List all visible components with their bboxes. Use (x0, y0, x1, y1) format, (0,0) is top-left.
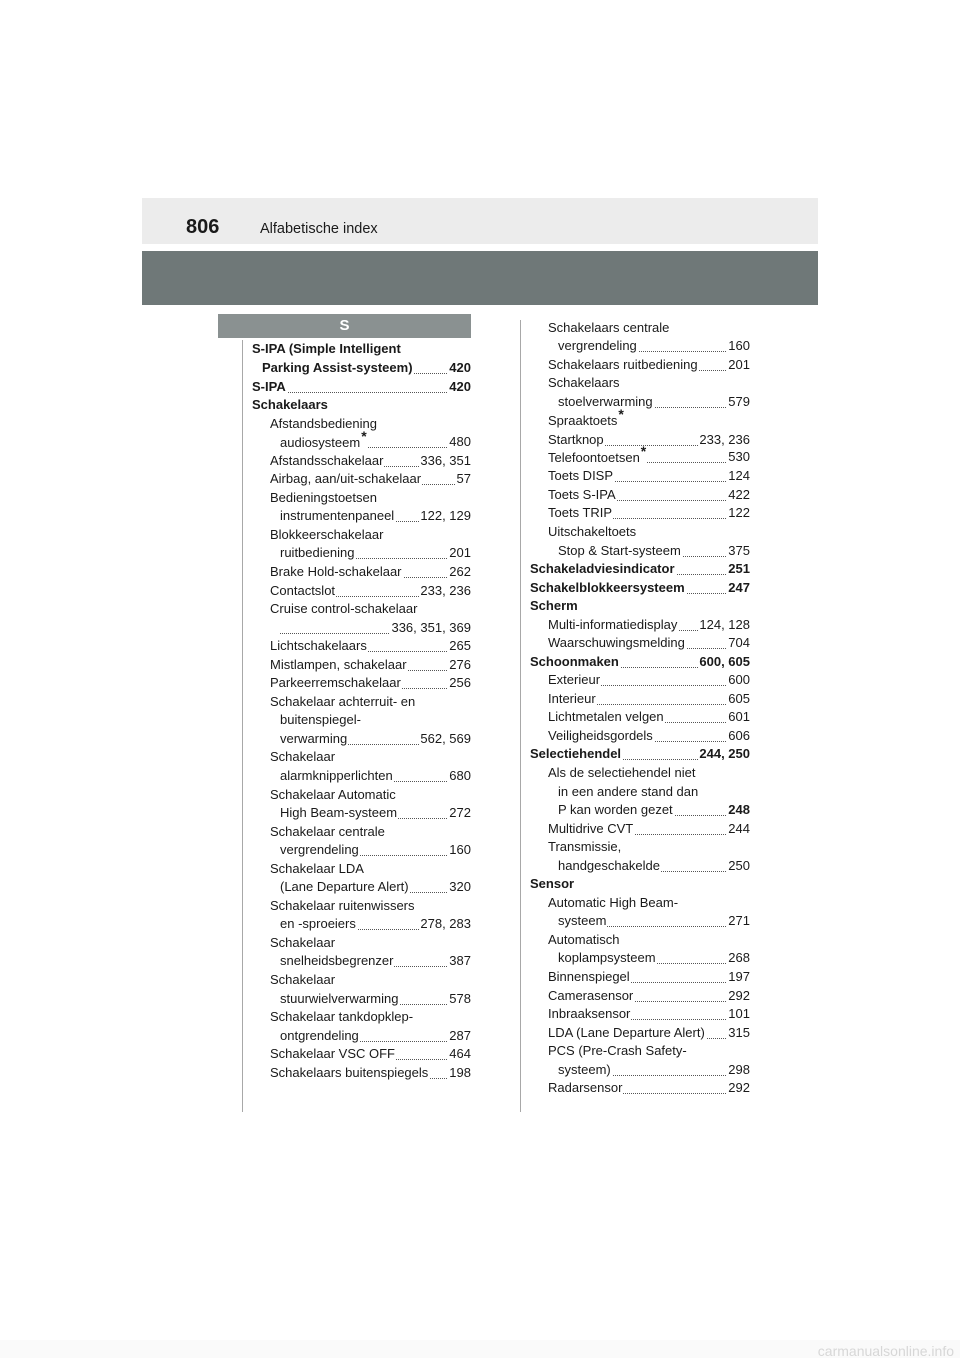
page-reference: 262 (449, 564, 471, 579)
page-reference: 265 (449, 638, 471, 653)
page-reference: 248 (728, 802, 750, 817)
entry-text: Binnenspiegel (548, 969, 630, 984)
index-entry (548, 443, 750, 467)
index-entry (548, 709, 750, 727)
entry-text: ruitbediening (280, 545, 355, 560)
entry-text: Mistlampen, schakelaar (270, 657, 407, 672)
page-reference: 336, 351 (420, 453, 471, 468)
index-entry (270, 787, 471, 805)
index-entry (558, 543, 750, 561)
entry-text: Schakeladviesindicator (530, 561, 675, 576)
page-reference: 600 (728, 672, 750, 687)
footnote-asterisk: * (361, 428, 367, 444)
index-entry (548, 691, 750, 709)
left-divider-line (242, 340, 243, 1112)
entry-text: Telefoontoetsen* (548, 443, 647, 465)
page-reference: 160 (728, 338, 750, 353)
index-entry (270, 490, 471, 508)
entry-text: Schakelaar VSC OFF (270, 1046, 395, 1061)
index-entry (270, 564, 471, 582)
entry-text: S-IPA (Simple Intelligent (252, 341, 401, 356)
index-entry (548, 505, 750, 523)
page-reference: 375 (728, 543, 750, 558)
index-entry (558, 950, 750, 968)
entry-text: (Lane Departure Alert) (280, 879, 409, 894)
page-reference: 578 (449, 991, 471, 1006)
right-divider-line (520, 320, 521, 1112)
page-reference: 292 (728, 1080, 750, 1095)
entry-text: Schakelaar (270, 935, 336, 950)
index-entry (530, 876, 750, 894)
entry-text: Parking Assist-systeem) (262, 360, 413, 375)
watermark: carmanualsonline.info (817, 1343, 954, 1359)
index-entry (252, 341, 471, 359)
page-reference: 197 (728, 969, 750, 984)
index-entry (270, 861, 471, 879)
entry-text: Schakelaar achterruit- en (270, 694, 416, 709)
page-reference: 292 (728, 988, 750, 1003)
page-reference: 244 (728, 821, 750, 836)
index-entry (548, 406, 750, 430)
entry-text: Als de selectiehendel niet (548, 765, 696, 780)
entry-text: Waarschuwingsmelding (548, 635, 685, 650)
entry-text: Schakelaars centrale (548, 320, 670, 335)
index-entry (558, 913, 750, 931)
page-reference: 480 (449, 434, 471, 449)
entry-text: en -sproeiers (280, 916, 356, 931)
entry-text: High Beam-systeem (280, 805, 398, 820)
entry-text: Schakelaar ruitenwissers (270, 898, 415, 913)
page-reference: 530 (728, 449, 750, 464)
entry-text: systeem (558, 913, 607, 928)
entry-text: systeem) (558, 1062, 611, 1077)
index-entry (530, 561, 750, 579)
index-entry (270, 657, 471, 675)
page-reference: 464 (449, 1046, 471, 1061)
index-entry (280, 508, 471, 526)
index-entry (262, 360, 471, 378)
index-entry (558, 338, 750, 356)
entry-text: Schakelaar centrale (270, 824, 385, 839)
entry-text: Camerasensor (548, 988, 634, 1003)
entry-text: Blokkeerschakelaar (270, 527, 384, 542)
entry-text: Multi-informatiedisplay (548, 617, 678, 632)
entry-text: Schakelaar Automatic (270, 787, 396, 802)
index-entry (280, 953, 471, 971)
entry-text: Multidrive CVT (548, 821, 634, 836)
entry-text: Afstandsbediening (270, 416, 377, 431)
entry-text: Selectiehendel (530, 746, 622, 761)
index-entry (270, 1065, 471, 1083)
page-reference: 287 (449, 1028, 471, 1043)
page-reference: 579 (728, 394, 750, 409)
entry-text: Transmissie, (548, 839, 622, 854)
header-bar (142, 198, 818, 244)
entry-text: Schakelaars (252, 397, 328, 412)
entry-text: Veiligheidsgordels (548, 728, 653, 743)
entry-text: Schakelaar tankdopklep- (270, 1009, 414, 1024)
page-reference: 57 (456, 471, 471, 486)
page-reference: 122 (728, 505, 750, 520)
entry-text: Spraaktoets* (548, 406, 624, 428)
entry-text: Schakelaar LDA (270, 861, 364, 876)
page-reference: 198 (449, 1065, 471, 1080)
entry-text: Radarsensor (548, 1080, 623, 1095)
entry-text: Sensor (530, 876, 575, 891)
entry-text: Schakelaar (270, 972, 336, 987)
entry-text: instrumentenpaneel (280, 508, 395, 523)
index-entry (548, 969, 750, 987)
page-reference: 124 (728, 468, 750, 483)
entry-text: Schakelaars ruitbediening (548, 357, 698, 372)
entry-text: Toets DISP (548, 468, 614, 483)
page-reference: 420 (449, 360, 471, 375)
index-entry (548, 839, 750, 857)
index-entry (270, 601, 471, 619)
page-reference: 247 (728, 580, 750, 595)
index-entry (548, 468, 750, 486)
page-reference: 122, 129 (420, 508, 471, 523)
index-entry (270, 935, 471, 953)
index-entry (280, 842, 471, 860)
entry-text: audiosysteem* (280, 428, 367, 450)
page-reference: 601 (728, 709, 750, 724)
index-entry (558, 858, 750, 876)
index-entry (548, 432, 750, 450)
index-entry (270, 583, 471, 601)
entry-text: Inbraaksensor (548, 1006, 631, 1021)
page-reference: 606 (728, 728, 750, 743)
entry-text: Toets S-IPA (548, 487, 616, 502)
index-entry (530, 746, 750, 764)
index-entry (558, 1062, 750, 1080)
index-entry (558, 394, 750, 412)
entry-text: alarmknipperlichten (280, 768, 393, 783)
footer-strip (0, 1340, 960, 1358)
page-reference: 420 (449, 379, 471, 394)
entry-text: Bedieningstoetsen (270, 490, 377, 505)
page-title: Alfabetische index (260, 221, 378, 237)
entry-text: handgeschakelde (558, 858, 660, 873)
page-reference: 160 (449, 842, 471, 857)
page-reference: 124, 128 (699, 617, 750, 632)
entry-text: buitenspiegel- (280, 712, 361, 727)
index-entry (548, 988, 750, 1006)
index-entry (548, 932, 750, 950)
entry-text: Schakelblokkeersysteem (530, 580, 685, 595)
index-entry (270, 749, 471, 767)
page-reference: 278, 283 (420, 916, 471, 931)
entry-text: in een andere stand dan (558, 784, 699, 799)
index-entry (530, 654, 750, 672)
page-reference: 387 (449, 953, 471, 968)
index-entry (558, 784, 750, 802)
entry-text: Automatisch (548, 932, 620, 947)
entry-text: Interieur (548, 691, 596, 706)
entry-text: Schakelaars buitenspiegels (270, 1065, 429, 1080)
page-reference: 201 (728, 357, 750, 372)
index-entry (280, 991, 471, 1009)
index-entry (280, 545, 471, 563)
index-entry (548, 1043, 750, 1061)
index-entry (280, 805, 471, 823)
page-reference: 562, 569 (420, 731, 471, 746)
page-reference: 422 (728, 487, 750, 502)
index-entry (270, 675, 471, 693)
entry-text: Exterieur (548, 672, 601, 687)
index-entry (280, 712, 471, 730)
page-reference: 251 (728, 561, 750, 576)
page-reference: 276 (449, 657, 471, 672)
entry-text: Lichtschakelaars (270, 638, 367, 653)
page-reference: 201 (449, 545, 471, 560)
page-reference: 600, 605 (699, 654, 750, 669)
index-entry (548, 1006, 750, 1024)
page-reference: 315 (728, 1025, 750, 1040)
index-entry (252, 397, 471, 415)
index-entry (270, 972, 471, 990)
entry-text: snelheidsbegrenzer (280, 953, 394, 968)
index-entry (558, 802, 750, 820)
index-entry (530, 598, 750, 616)
index-entry (548, 821, 750, 839)
index-entry (548, 1080, 750, 1098)
index-entry (270, 638, 471, 656)
page-reference: 272 (449, 805, 471, 820)
index-entry (280, 879, 471, 897)
page-reference: 250 (728, 858, 750, 873)
page-reference: 256 (449, 675, 471, 690)
index-entry (548, 765, 750, 783)
entry-text: PCS (Pre-Crash Safety- (548, 1043, 687, 1058)
page-reference: 680 (449, 768, 471, 783)
index-entry (530, 580, 750, 598)
header-band (142, 251, 818, 305)
index-entry (548, 617, 750, 635)
page-reference: 233, 236 (420, 583, 471, 598)
entry-text: Scherm (530, 598, 578, 613)
index-entry (280, 620, 471, 638)
page-number: 806 (186, 216, 220, 238)
index-entry (280, 731, 471, 749)
page-reference: 233, 236 (699, 432, 750, 447)
index-entry (280, 768, 471, 786)
entry-text: Parkeerremschakelaar (270, 675, 401, 690)
index-entry (548, 635, 750, 653)
entry-text: vergrendeling (558, 338, 637, 353)
entry-text: vergrendeling (280, 842, 359, 857)
page-reference: 320 (449, 879, 471, 894)
footnote-asterisk: * (640, 443, 647, 459)
entry-text: Schakelaar (270, 749, 336, 764)
index-entry (270, 898, 471, 916)
index-entry (270, 416, 471, 434)
index-entry (270, 694, 471, 712)
page-reference: 271 (728, 913, 750, 928)
entry-text: Cruise control-schakelaar (270, 601, 418, 616)
index-entry (270, 527, 471, 545)
entry-text: stoelverwarming (558, 394, 653, 409)
entry-text: S-IPA (252, 379, 286, 394)
page-reference: 298 (728, 1062, 750, 1077)
entry-text: Schakelaars (548, 375, 620, 390)
index-entry (548, 375, 750, 393)
entry-text: verwarming (280, 731, 348, 746)
entry-text: Lichtmetalen velgen (548, 709, 664, 724)
page-reference: 704 (728, 635, 750, 650)
index-entry (270, 1009, 471, 1027)
entry-text: Automatic High Beam- (548, 895, 679, 910)
index-entry (548, 895, 750, 913)
entry-text: LDA (Lane Departure Alert) (548, 1025, 705, 1040)
index-entry (548, 524, 750, 542)
entry-text: stuurwielverwarming (280, 991, 399, 1006)
index-entry (280, 916, 471, 934)
index-entry (548, 728, 750, 746)
index-entry (252, 379, 471, 397)
index-entry (270, 453, 471, 471)
page-reference: 605 (728, 691, 750, 706)
index-entry (548, 672, 750, 690)
entry-text: Stop & Start-systeem (558, 543, 681, 558)
footnote-asterisk: * (618, 406, 624, 422)
entry-text: ontgrendeling (280, 1028, 359, 1043)
index-entry (280, 428, 471, 452)
entry-text: Toets TRIP (548, 505, 613, 520)
entry-text: Afstandsschakelaar (270, 453, 384, 468)
entry-text: koplampsysteem (558, 950, 656, 965)
index-entry (548, 357, 750, 375)
index-entry (548, 487, 750, 505)
entry-text: P kan worden gezet (558, 802, 673, 817)
index-entry (270, 824, 471, 842)
index-entry (270, 1046, 471, 1064)
entry-text: Schoonmaken (530, 654, 619, 669)
entry-text: Brake Hold-schakelaar (270, 564, 402, 579)
entry-text: Contactslot (270, 583, 336, 598)
index-entry (280, 1028, 471, 1046)
index-entry (270, 471, 471, 489)
entry-text: Uitschakeltoets (548, 524, 637, 539)
entry-text: Startknop (548, 432, 604, 447)
index-entry (548, 1025, 750, 1043)
section-letter-tab: S (218, 314, 471, 338)
entry-text: Airbag, aan/uit-schakelaar (270, 471, 422, 486)
page-reference: 101 (728, 1006, 750, 1021)
page-reference: 336, 351, 369 (391, 620, 471, 635)
page-reference: 268 (728, 950, 750, 965)
page-reference: 244, 250 (699, 746, 750, 761)
index-entry (548, 320, 750, 338)
